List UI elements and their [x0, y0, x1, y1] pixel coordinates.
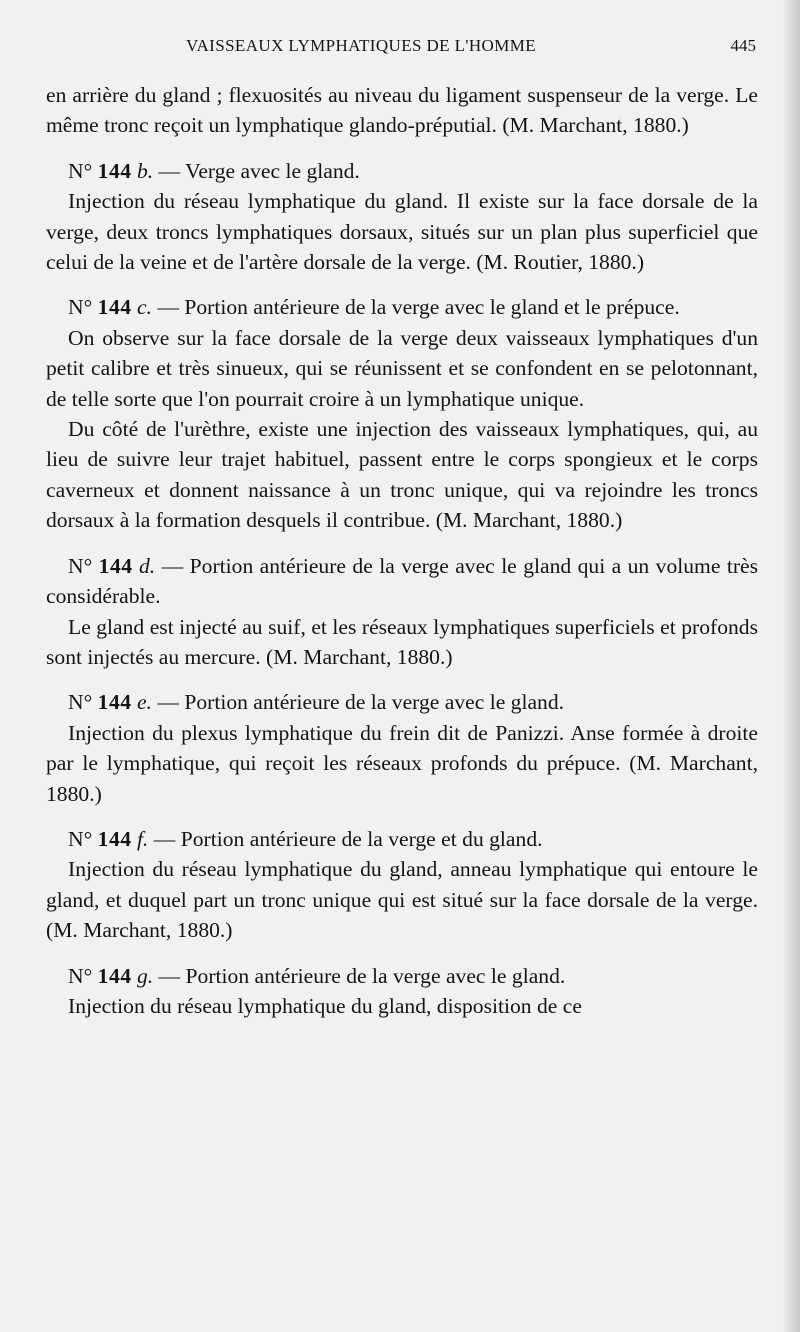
running-header [46, 36, 756, 60]
entry-heading [46, 292, 758, 322]
entry-prefix: N° [68, 690, 93, 715]
entry-letter: e. [136, 690, 152, 715]
entry-paragraph: Injection du réseau lymphatique du gland, anneau lymphatique qui entoure le gland, et duquel part un tronc unique qui est situé sur la face dorsale de la verge. (M. Marchant, 1880.) [46, 857, 758, 943]
entry-letter: f. [136, 826, 149, 851]
entry-number: 144 [97, 690, 132, 715]
entry-title: — Portion antérieure de la verge avec le gland qui a un volume très considérable. [46, 553, 759, 609]
entry-number: 144 [98, 553, 133, 578]
entry-prefix: N° [68, 963, 93, 988]
entry-heading [46, 687, 758, 717]
entry-letter: d. [139, 553, 156, 578]
entry-number: 144 [97, 963, 132, 988]
catalog-entry-144b [46, 156, 758, 278]
catalog-entry-144g [46, 961, 758, 1022]
entry-heading [46, 961, 758, 991]
catalog-entry-144e [46, 687, 758, 809]
entry-prefix: N° [68, 553, 93, 578]
entry-heading [46, 156, 758, 186]
entry-heading [46, 551, 758, 612]
entry-letter: b. [136, 158, 154, 183]
entry-paragraph: On observe sur la face dorsale de la verge deux vaisseaux lymphatiques d'un petit calibre et très sinueux, qui se réunissent et se confondent en se pelotonnant, de telle sorte que l'on pourrait croire à un lymphatique unique. [46, 325, 758, 411]
entry-title: — Portion antérieure de la verge avec le gland. [157, 690, 565, 715]
entry-number: 144 [97, 295, 132, 320]
entry-title: — Portion antérieure de la verge avec le gland. [158, 963, 566, 988]
entry-prefix: N° [68, 158, 93, 183]
entry-number: 144 [97, 826, 132, 851]
entry-number: 144 [97, 158, 132, 183]
entry-prefix: N° [68, 826, 93, 851]
entry-paragraph: Injection du plexus lymphatique du frein dit de Panizzi. Anse formée à droite par le lymphatique, qui reçoit les réseaux profonds du prépuce. (M. Marchant, 1880.) [46, 720, 758, 806]
entry-title: — Portion antérieure de la verge avec le gland et le prépuce. [157, 295, 680, 320]
entry-paragraph: Injection du réseau lymphatique du gland. Il existe sur la face dorsale de la verge, deux troncs lymphatiques dorsaux, situés sur un plan plus superficiel que celui de la veine et de l'artère dorsale de la verge. (M. Routier, 1880.) [46, 189, 758, 275]
intro-paragraph: en arrière du gland ; flexuosités au niveau du ligament suspenseur de la verge. Le même tronc reçoit un lymphatique glando-préputial. (M. Marchant, 1880.) [46, 83, 758, 138]
running-title: VAISSEAUX LYMPHATIQUES DE L'HOMME [186, 36, 537, 55]
entry-prefix: N° [68, 295, 93, 320]
entry-paragraph: Injection du réseau lymphatique du gland, disposition de ce [68, 993, 582, 1018]
page-body [46, 80, 758, 1036]
catalog-entry-144c [46, 292, 758, 535]
catalog-entry-144d [46, 551, 758, 673]
entry-letter: c. [136, 295, 152, 320]
entry-paragraph: Le gland est injecté au suif, et les réseaux lymphatiques superficiels et profonds sont injectés au mercure. (M. Marchant, 1880.) [46, 614, 758, 669]
entry-paragraph: Du côté de l'urèthre, existe une injection des vaisseaux lymphatiques, qui, au lieu de suivre leur trajet habituel, passent entre le corps spongieux et le corps caverneux et donnent naissance à un tronc unique, qui va rejoindre les troncs dorsaux à la formation desquels il contribue. (M. Marchant, 1880.) [46, 417, 758, 533]
catalog-entry-144f [46, 824, 758, 946]
entry-letter: g. [136, 963, 154, 988]
entry-title: — Verge avec le gland. [158, 158, 360, 183]
page-number: 445 [730, 36, 756, 55]
entry-title: — Portion antérieure de la verge et du gland. [153, 826, 543, 851]
entry-heading [46, 824, 758, 854]
